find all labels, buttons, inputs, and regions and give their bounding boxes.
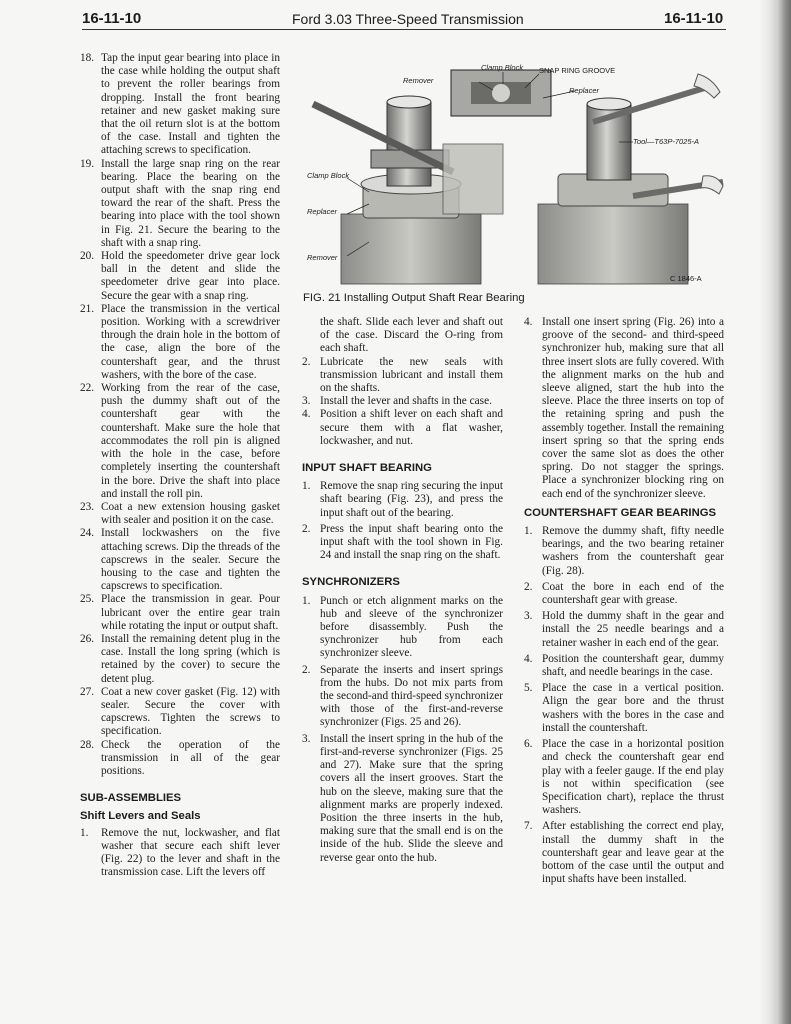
item-text: Remove the snap ring securing the input shaft bearing (Fig. 23), and press the input shaft out of the bearing. [320, 480, 503, 519]
list-item [302, 395, 503, 408]
item-text: Install the insert spring in the hub of the first-and-reverse synchronizer (Figs. 25 and 27). Make sure that the spring covers all the insert grooves. Start the hub on the sleeve, making sure that the alignment marks are properly indexed. Position the three inserts in the hub, making sure that the small end is on the inside of the hub. Slide the sleeve and reverse gear onto the hub. [320, 732, 503, 864]
list-item [302, 356, 503, 396]
item-text: Coat the bore in each end of the countershaft gear with grease. [542, 580, 724, 607]
column-3 [524, 316, 724, 886]
item-number: 24. [80, 527, 95, 540]
page-title: Ford 3.03 Three-Speed Transmission [292, 11, 524, 27]
binding-shadow [759, 0, 769, 1024]
item-text: Install lockwashers on the five attaching screws. Dip the threads of the capscrews in the sealer. Secure the housing to the case and tighten the capscrews to specification. [101, 527, 280, 593]
item-number: 7. [524, 820, 533, 833]
item-text: Coat a new cover gasket (Fig. 12) with sealer. Secure the cover with capscrews. Tighten the screws to specification. [101, 685, 280, 738]
item-text: Place the case in a vertical position. Align the gear bore and the thrust washers with the bores in the case and install the countershaft. [542, 682, 724, 734]
item-number: 2. [302, 355, 311, 368]
item-text: Separate the inserts and insert springs from the hubs. Do not mix parts from the second-and third-speed synchronizer with those of the first-and-reverse synchronizer (Figs. 25 and 26). [320, 663, 503, 729]
item-number: 28. [80, 738, 95, 751]
list-item [80, 303, 280, 382]
section-heading-subassemblies: SUB-ASSEMBLIES [80, 792, 182, 805]
page-number-left: 16-11-10 [82, 10, 142, 27]
item-text: Install the remaining detent plug in the case. Install the long spring (which is retained by the cover) to secure the detent plug. [101, 632, 280, 685]
figure-code: C 1846-A [670, 274, 702, 283]
list-item [302, 595, 503, 661]
item-text: Position the countershaft gear, dummy shaft, and needle bearings in the case. [542, 652, 724, 679]
item-text: Place the transmission in the vertical position. Working with a screwdriver through the drain hole in the bottom of the case, align the bore of the countershaft gear, and the thrust washers, with the bore of the case. [101, 302, 280, 381]
page-number-right: 16-11-10 [664, 10, 724, 27]
item-number: 21. [80, 302, 95, 315]
item-number: 1. [524, 525, 533, 538]
list-item [524, 738, 724, 817]
label-replacer-left: Replacer [307, 207, 338, 216]
item-text: Install one insert spring (Fig. 26) into a groove of the second- and third-speed synchronizer hub, making sure that all three insert slots are fully covered. With the alignment marks on the hub and sleeve aligned, start the hub into the sleeve. Place the three inserts on top of the retaining spring and push the assembly together. Install the remaining insert spring so that the spring ends cover the same slot as does the other spring. Do not stagger the springs. Place a synchronizer blocking ring on each end of the synchronizer sleeve. [542, 316, 724, 500]
item-number: 5. [524, 682, 533, 695]
list-item [302, 664, 503, 730]
item-number: 4. [524, 316, 533, 328]
item-number: 19. [80, 157, 95, 170]
label-tool: Tool—T63P-7025-A [633, 137, 700, 146]
list-item [80, 527, 280, 593]
list-item [302, 733, 503, 865]
page-edge [769, 0, 791, 1024]
list-item [524, 682, 724, 735]
list-item [80, 686, 280, 739]
item-text: Install the large snap ring on the rear bearing. Place the bearing on the output shaft with the snap ring end toward the rear of the shaft. Press the bearing into place with the tool shown in Fig. 21. Secure the bearing to the shaft with a snap ring. [101, 157, 280, 249]
column-1 [80, 52, 280, 879]
item-text: Place the transmission in gear. Pour lubricant over the entire gear train while rotating the input or output shaft. [101, 593, 280, 632]
section-heading-input-shaft-bearing: INPUT SHAFT BEARING [302, 462, 432, 475]
list-item [80, 501, 280, 527]
item-number: 3. [302, 732, 311, 745]
label-remover-left: Remover [307, 253, 338, 262]
list-item [302, 408, 503, 448]
list-item [524, 525, 724, 578]
list-item [524, 316, 724, 501]
list-item [302, 523, 503, 563]
item-text: Check the operation of the transmission in all of the gear positions. [101, 738, 280, 777]
item-text: Remove the nut, lockwasher, and flat washer that secure each shift lever (Fig. 22) to the lever and shaft in the transmission case. Lift the levers off [101, 826, 280, 879]
list-item [524, 610, 724, 650]
item-number: 25. [80, 593, 95, 606]
list-item [302, 480, 503, 520]
item-number: 4. [302, 408, 311, 421]
item-number: 27. [80, 685, 95, 698]
section-heading-countershaft-gear-bearings: COUNTERSHAFT GEAR BEARINGS [524, 506, 717, 519]
item-number: 2. [302, 663, 311, 676]
label-replacer-top: Replacer [569, 86, 600, 95]
list-item [80, 158, 280, 250]
item-number: 4. [524, 652, 533, 665]
list-item [80, 633, 280, 686]
subsection-heading-shift-levers: Shift Levers and Seals [80, 810, 201, 823]
item-number: 23. [80, 500, 95, 513]
list-item [80, 827, 280, 880]
item-number: 3. [524, 610, 533, 623]
item-text: Hold the speedometer drive gear lock ball in the detent and slide the speedometer drive gear into place. Secure the gear with a snap ring. [101, 250, 280, 302]
label-clamp-block-top: Clamp Block [481, 64, 524, 72]
item-number: 6. [524, 738, 533, 751]
column-2 [302, 316, 503, 865]
list-item [80, 382, 280, 501]
header-rule [82, 29, 726, 30]
right-press-assembly [538, 74, 723, 284]
item-number: 1. [302, 480, 311, 493]
label-remover-top: Remover [403, 76, 434, 85]
section-heading-synchronizers: SYNCHRONIZERS [302, 576, 400, 589]
figure-21-illustration [303, 64, 726, 286]
item-number: 1. [80, 826, 89, 839]
item-text: Position a shift lever on each shaft and secure them with a flat washer, lockwasher, and nut. [320, 408, 503, 447]
label-snap-ring-groove: SNAP RING GROOVE [539, 66, 616, 75]
item-text: Hold the dummy shaft in the gear and install the 25 needle bearings and a retainer washer in each end of the gear. [542, 610, 724, 649]
item-text: Remove the dummy shaft, fifty needle bearings, and the two bearing retainer washers from the countershaft gear (Fig. 28). [542, 525, 724, 577]
item-number: 20. [80, 250, 95, 263]
list-item [80, 52, 280, 158]
list-item [80, 593, 280, 633]
item-text: Install the lever and shafts in the case. [320, 395, 492, 408]
item-text: Punch or etch alignment marks on the hub and sleeve of the synchronizer before disassembly. Push the synchronizer hub from each synchronizer sleeve. [320, 594, 503, 660]
continued-paragraph: the shaft. Slide each lever and shaft out of the case. Discard the O-ring from each shaft. [320, 316, 503, 355]
item-number: 26. [80, 632, 95, 645]
label-clamp-block-left: Clamp Block [307, 171, 350, 180]
list-item [80, 739, 280, 779]
item-text: Place the case in a horizontal position and check the countershaft gear end play with a feeler gauge. If the end play is not within specification (see Specification chart), replace the thrust washers. [542, 738, 724, 817]
item-text: Press the input shaft bearing onto the input shaft with the tool shown in Fig. 24 and install the snap ring on the shaft. [320, 522, 503, 562]
item-number: 2. [524, 580, 533, 593]
item-text: Lubricate the new seals with transmission lubricant and install them on the shafts. [320, 355, 503, 395]
item-text: Tap the input gear bearing into place in the case while holding the output shaft to prevent the roller bearings from dropping. Install the front bearing retainer and new gasket making sure that the oil return slot is at the bottom of the case. Install and tighten the attaching screws to specification. [101, 52, 280, 157]
item-number: 22. [80, 382, 95, 395]
item-number: 18. [80, 52, 95, 64]
item-number: 2. [302, 522, 311, 535]
item-number: 1. [302, 594, 311, 607]
list-item [80, 250, 280, 303]
left-press-assembly [313, 96, 503, 284]
item-text: After establishing the correct end play, install the dummy shaft in the countershaft gear and leave gear at the bottom of the case until the output and input shafts have been installed. [542, 820, 724, 886]
item-number: 3. [302, 395, 311, 408]
item-text: Working from the rear of the case, push the dummy shaft out of the countershaft gear with the countershaft. Make sure the hole that accommodates the roll pin is aligned with the hole in the case, before completely inserting the countershaft in the bore. Drive the shaft into place and install the roll pin. [101, 382, 280, 500]
list-item [524, 653, 724, 679]
list-item [524, 581, 724, 607]
list-item [524, 820, 724, 886]
item-text: Coat a new extension housing gasket with sealer and position it on the case. [101, 500, 280, 527]
figure-caption: FIG. 21 Installing Output Shaft Rear Bearing [303, 292, 525, 304]
